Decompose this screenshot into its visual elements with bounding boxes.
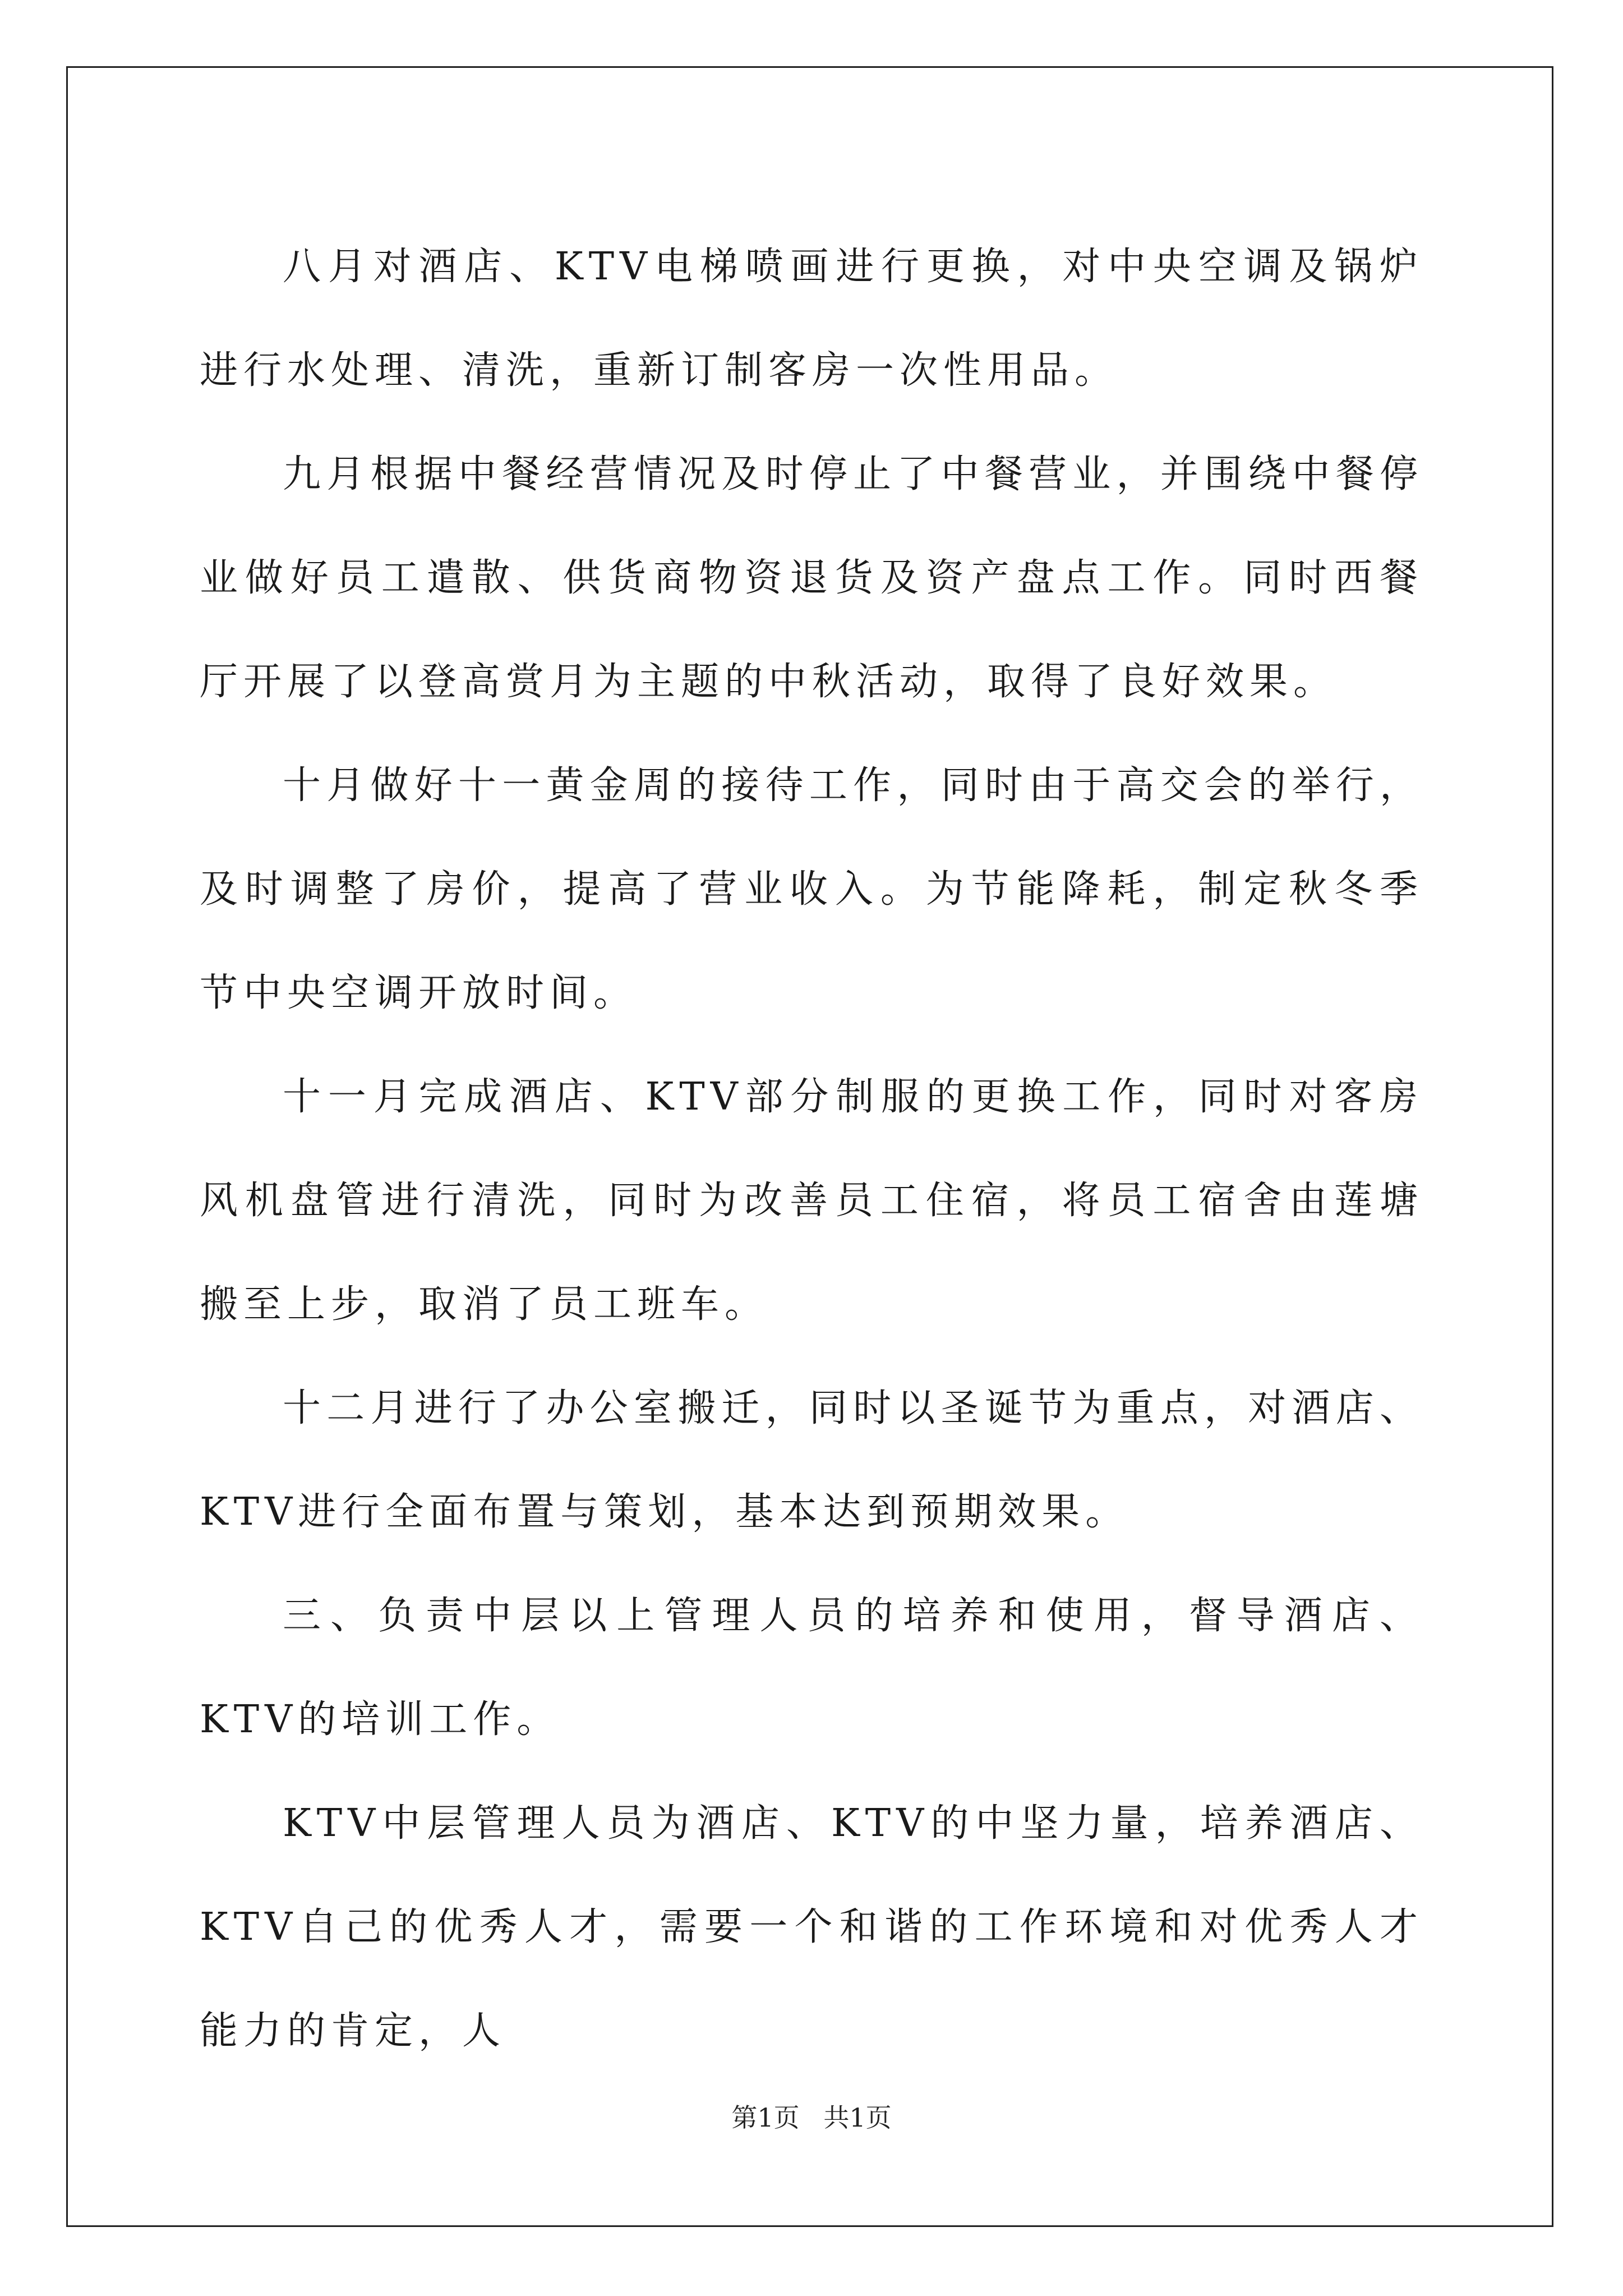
page-number: 第1页 bbox=[731, 2102, 800, 2133]
paragraph-september: 九月根据中餐经营情况及时停止了中餐营业，并围绕中餐停业做好员工遣散、供货商物资退货及资产盘点工作。同时西餐厅开展了以登高赏月为主题的中秋活动，取得了良好效果。 bbox=[200, 452, 1423, 704]
paragraph-section-three: 三、负责中层以上管理人员的培养和使用，督导酒店、KTV的培训工作。 bbox=[200, 1594, 1423, 1742]
paragraph-december: 十二月进行了办公室搬迁，同时以圣诞节为重点，对酒店、KTV进行全面布置与策划，基本达到预期效果。 bbox=[200, 1386, 1423, 1534]
page-total: 共1页 bbox=[823, 2102, 892, 2133]
document-body bbox=[200, 215, 1423, 2083]
page-footer bbox=[0, 2101, 1623, 2134]
paragraph-october: 十月做好十一黄金周的接待工作，同时由于高交会的举行，及时调整了房价，提高了营业收入。为节能降耗，制定秋冬季节中央空调开放时间。 bbox=[200, 763, 1423, 1015]
paragraph-ktv-management: KTV中层管理人员为酒店、KTV的中坚力量，培养酒店、KTV自己的优秀人才，需要一个和谐的工作环境和对优秀人才能力的肯定，人 bbox=[200, 1801, 1423, 2053]
paragraph-august: 八月对酒店、KTV电梯喷画进行更换，对中央空调及锅炉进行水处理、清洗，重新订制客房一次性用品。 bbox=[200, 245, 1423, 393]
paragraph-november: 十一月完成酒店、KTV部分制服的更换工作，同时对客房风机盘管进行清洗，同时为改善员工住宿，将员工宿舍由莲塘搬至上步，取消了员工班车。 bbox=[200, 1075, 1423, 1327]
